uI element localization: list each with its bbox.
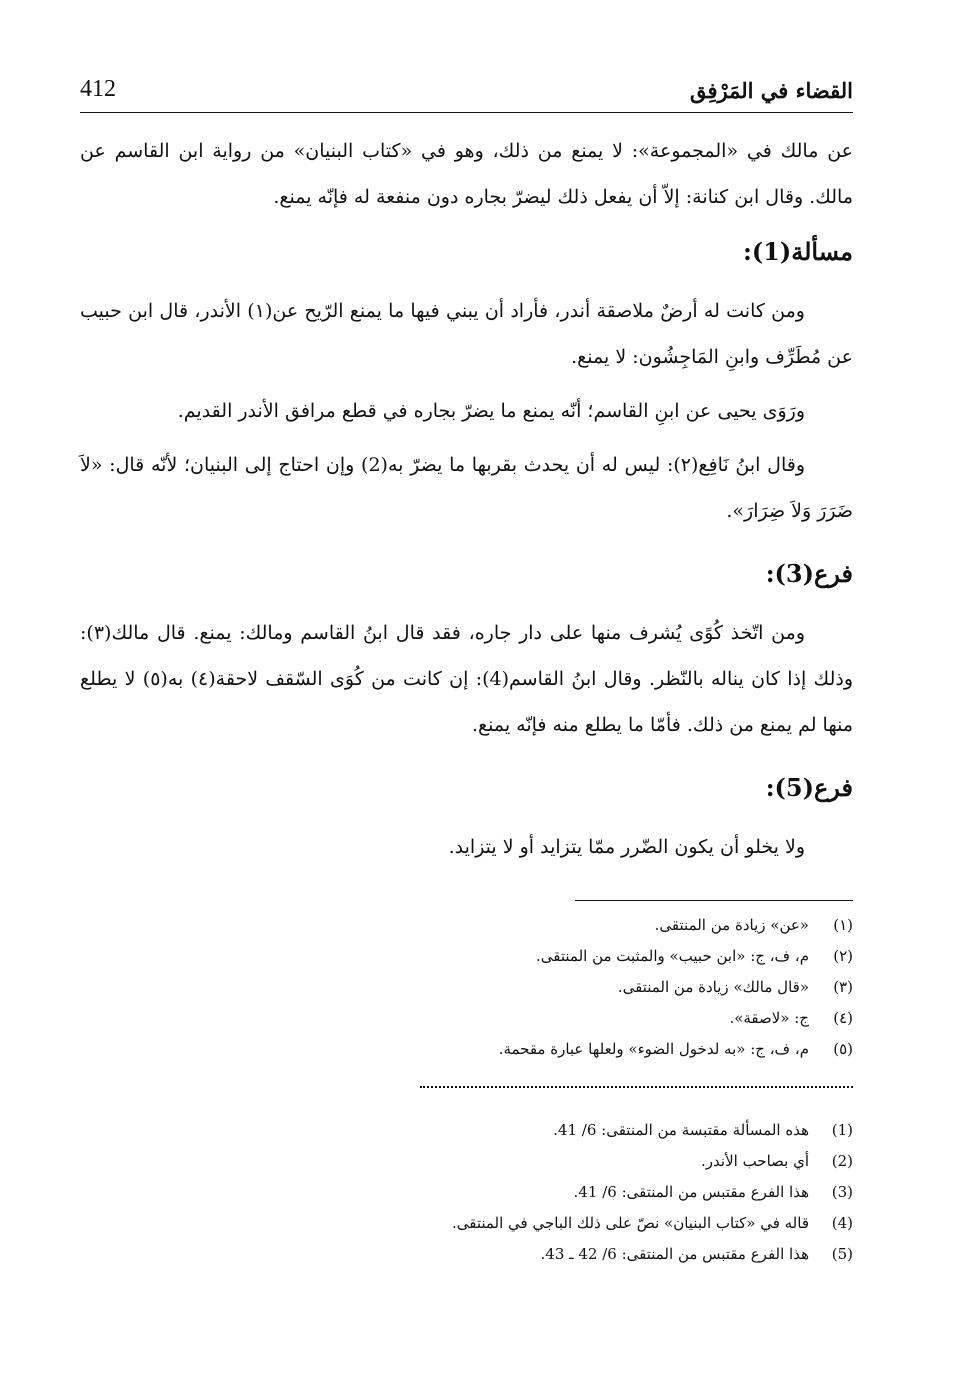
footnotes-variants <box>499 910 853 1065</box>
footnote-number: (٣) <box>833 978 853 996</box>
footnote-item <box>452 1208 853 1239</box>
footnote-text: هذه المسألة مقتبسة من المنتقى: 6/ 41. <box>553 1121 809 1139</box>
page-number: 412 <box>80 76 116 102</box>
footnote-number: (٤) <box>833 1009 853 1027</box>
footnote-text: «قال مالك» زيادة من المنتقى. <box>617 978 809 996</box>
footnote-item <box>499 941 853 972</box>
footnote-number: (١) <box>833 916 853 934</box>
footnote-text: «عن» زيادة من المنتقى. <box>654 916 809 934</box>
footnote-separator <box>575 900 853 901</box>
footnote-text: قاله في «كتاب البنيان» نصّ على ذلك الباجي في المنتقى. <box>451 1214 809 1232</box>
footnote-text: م، ف، ج: «به لدخول الضوء» ولعلها عبارة مقحمة. <box>498 1040 809 1058</box>
section-heading-far-5: فرع(5): <box>765 773 853 802</box>
footnote-number: (٥) <box>833 1040 853 1058</box>
footnote-text: هذا الفرع مقتبس من المنتقى: 6/ 42 ـ 43. <box>540 1245 809 1263</box>
footnote-item <box>499 910 853 941</box>
section-heading-masala: مسألة(1): <box>742 237 853 266</box>
footnote-item <box>499 972 853 1003</box>
footnote-number: (4) <box>831 1214 853 1232</box>
paragraph-5: ولا يخلو أن يكون الضّرر ممّا يتزايد أو لا يتزايد. <box>448 836 805 858</box>
page-header <box>80 72 853 113</box>
paragraph-4: ومن اتّخذ كُوًى يُشرف منها على دار جاره، فقد قال ابنُ القاسم ومالك: يمنع. قال مالك(٣): وذلك إذا كان يناله بالنّظر. وقال ابنُ القاسم(4): إن كانت من كُوَى السّقف لاحقة(٤) به(٥) لا يطلع منها لم يمنع من ذلك. فأمّا ما يطلع منه فإنّه يمنع. <box>80 622 853 736</box>
paragraph-1: ومن كانت له أرضٌ ملاصقة أندر، فأراد أن يبني فيها ما يمنع الرّيح عن(١) الأندر، قال ابن حبيب عن مُطَرِّف وابنِ المَاجِشُون: لا يمنع. <box>80 300 853 368</box>
footnote-number: (٢) <box>833 947 853 965</box>
main-text <box>80 128 853 870</box>
section-heading-far-3: فرع(3): <box>765 559 853 588</box>
footnote-item <box>452 1146 853 1177</box>
running-title: القضاء في المَرْفِق <box>689 78 853 103</box>
footnote-item <box>499 1003 853 1034</box>
paragraph-intro: عن مالك في «المجموعة»: لا يمنع من ذلك، وهو في «كتاب البنيان» من رواية ابن القاسم عن مالك. وقال ابن كنانة: إلاّ أن يفعل ذلك ليضرّ بجاره دون منفعة له فإنّه يمنع. <box>80 140 853 208</box>
footnote-item <box>452 1115 853 1146</box>
footnote-text: هذا الفرع مقتبس من المنتقى: 6/ 41. <box>573 1183 809 1201</box>
footnote-item <box>452 1177 853 1208</box>
footnote-item <box>499 1034 853 1065</box>
footnote-number: (5) <box>831 1245 853 1263</box>
paragraph-2: ورَوَى يحيى عن ابنِ القاسم؛ أنّه يمنع ما يضرّ بجاره في قطع مرافق الأندر القديم. <box>177 400 805 422</box>
footnote-text: ج: «لاصقة». <box>729 1009 809 1027</box>
footnotes-editor <box>452 1115 853 1270</box>
footnote-number: (2) <box>831 1152 853 1170</box>
footnote-text: أي بصاحب الأندر. <box>701 1152 809 1170</box>
footnote-item <box>452 1239 853 1270</box>
footnote-dotted-separator <box>420 1086 853 1088</box>
footnote-number: (3) <box>831 1183 853 1201</box>
footnote-text: م، ف، ج: «ابن حبيب» والمثبت من المنتقى. <box>535 947 809 965</box>
paragraph-3: وقال ابنُ نَافِع(٢): ليس له أن يحدث بقربها ما يضرّ به(2) وإن احتاج إلى البنيان؛ لأنّه قال: «لاَ ضَرَرَ وَلاَ ضِرَارَ». <box>80 454 853 522</box>
footnote-number: (1) <box>831 1121 853 1139</box>
